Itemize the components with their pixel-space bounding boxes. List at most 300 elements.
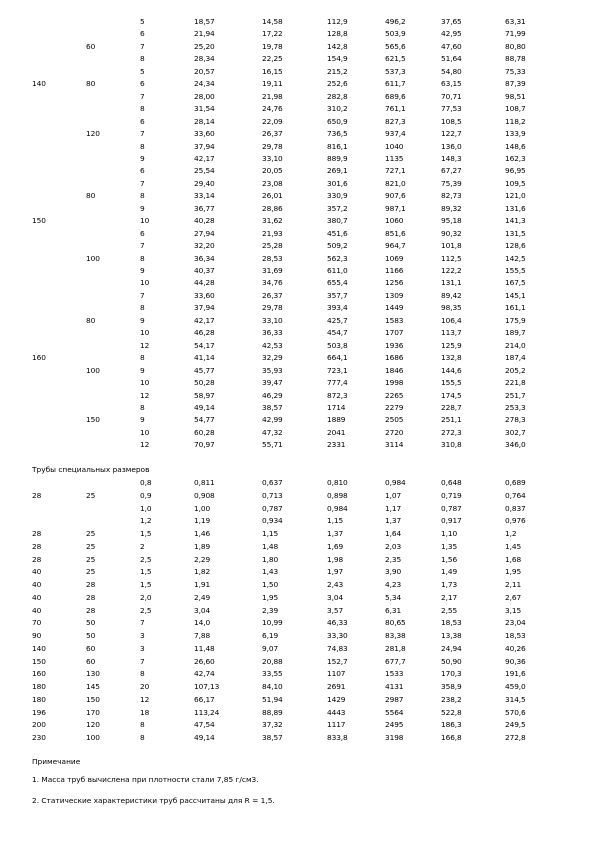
table-cell-col-b: 120 — [86, 720, 100, 730]
table-cell-col-wy: 314,5 — [505, 694, 526, 704]
table-cell-col-ix: 1,15 — [327, 516, 344, 526]
table-cell-col-mass: 0,934 — [262, 516, 283, 526]
table-cell-col-thickness: 9 — [140, 266, 145, 275]
table-cell-col-mass: 26,01 — [262, 191, 283, 201]
table-cell-col-mass: 9,07 — [262, 643, 279, 653]
table-cell-col-wy: 133,9 — [505, 129, 526, 139]
table-cell-col-iy: 2720 — [385, 427, 404, 437]
table-cell-col-area: 42,74 — [194, 669, 215, 679]
table-cell-col-thickness: 12 — [140, 340, 150, 350]
table-cell-col-thickness: 2,5 — [140, 605, 152, 615]
table-cell-col-mass: 25,28 — [262, 241, 283, 251]
table-cell-col-mass: 24,76 — [262, 104, 283, 114]
table-cell-col-b: 60 — [86, 656, 96, 666]
table-cell-col-ix: 128,8 — [327, 29, 348, 39]
table-cell-col-iy: 1256 — [385, 278, 404, 288]
table-cell-col-a: 140 — [32, 79, 46, 89]
table-cell-col-wy: 278,3 — [505, 415, 526, 425]
table-cell-col-ix: 425,7 — [327, 315, 348, 325]
table-cell-col-wy: 205,2 — [505, 365, 526, 375]
table-cell-col-ix: 310,2 — [327, 104, 348, 114]
table-cell-col-wy: 221,8 — [505, 378, 526, 388]
table-cell-col-ix: 142,8 — [327, 41, 348, 51]
table-cell-col-wy: 2,11 — [505, 580, 522, 589]
table-cell-col-mass: 1,15 — [262, 529, 279, 538]
table-cell-col-thickness: 8 — [140, 669, 145, 679]
table-cell-col-wy: 302,7 — [505, 427, 526, 437]
table-cell-col-mass: 33,10 — [262, 153, 283, 163]
table-cell-col-iy: 1060 — [385, 216, 404, 226]
table-cell-col-wx: 0,917 — [441, 516, 462, 526]
table-cell-col-ix: 1,37 — [327, 529, 344, 538]
table-cell-col-iy: 6,31 — [385, 605, 402, 615]
table-cell-col-wy: 162,3 — [505, 153, 526, 163]
table-cell-col-wy: 71,99 — [505, 29, 526, 39]
table-cell-col-mass: 0,713 — [262, 490, 283, 500]
table-cell-col-iy: 1936 — [385, 340, 404, 350]
table-cell-col-iy: 5,34 — [385, 592, 402, 602]
table-cell-col-b: 60 — [86, 41, 96, 51]
table-cell-col-area: 1,89 — [194, 541, 211, 551]
table-cell-col-ix: 252,6 — [327, 79, 348, 89]
table-cell-col-ix: 2041 — [327, 427, 346, 437]
table-cell-col-wy: 87,39 — [505, 79, 526, 89]
table-cell-col-iy: 80,65 — [385, 618, 406, 628]
table-cell-col-wx: 144,6 — [441, 365, 462, 375]
table-cell-col-iy: 565,6 — [385, 41, 406, 51]
table-cell-col-b: 100 — [86, 253, 100, 263]
table-cell-col-thickness: 1,5 — [140, 580, 152, 589]
table-cell-col-ix: 215,2 — [327, 66, 348, 76]
table-cell-col-mass: 28,53 — [262, 253, 283, 263]
table-cell-col-iy: 727,1 — [385, 166, 406, 176]
table-cell-col-area: 24,34 — [194, 79, 215, 89]
table-cell-col-mass: 31,62 — [262, 216, 283, 226]
table-cell-col-ix: 33,30 — [327, 631, 348, 640]
table-cell-col-thickness: 8 — [140, 54, 145, 64]
table-cell-col-wy: 108,7 — [505, 104, 526, 114]
table-cell-col-mass: 29,78 — [262, 141, 283, 151]
table-cell-col-b: 28 — [86, 605, 96, 615]
table-cell-col-area: 28,00 — [194, 91, 215, 101]
table-cell-col-wy: 75,33 — [505, 66, 526, 76]
table-cell-col-b: 28 — [86, 580, 96, 589]
table-cell-col-iy: 2495 — [385, 720, 404, 730]
table-cell-col-mass: 17,22 — [262, 29, 283, 39]
table-cell-col-wy: 0,837 — [505, 503, 526, 513]
table-cell-col-ix: 562,3 — [327, 253, 348, 263]
table-cell-col-a: 196 — [32, 707, 46, 717]
table-cell-col-a: 150 — [32, 216, 46, 226]
table-cell-col-wy: 148,6 — [505, 141, 526, 151]
table-cell-col-mass: 19,11 — [262, 79, 283, 89]
table-cell-col-wy: 161,1 — [505, 303, 526, 313]
table-cell-col-area: 2,49 — [194, 592, 211, 602]
table-cell-col-area: 49,14 — [194, 733, 215, 742]
table-cell-col-wx: 125,9 — [441, 340, 462, 350]
table-cell-col-iy: 1,07 — [385, 490, 402, 500]
table-cell-col-area: 40,28 — [194, 216, 215, 226]
table-cell-col-wy: 18,53 — [505, 631, 526, 640]
table-cell-col-area: 14,0 — [194, 618, 211, 628]
table-cell-col-area: 54,17 — [194, 340, 215, 350]
table-cell-col-area: 0,811 — [194, 478, 215, 487]
table-cell-col-area: 113,24 — [194, 707, 220, 717]
table-cell-col-area: 54,77 — [194, 415, 215, 425]
table-cell-col-iy: 677,7 — [385, 656, 406, 666]
table-cell-col-iy: 827,3 — [385, 116, 406, 126]
table-cell-col-mass: 21,98 — [262, 91, 283, 101]
table-cell-col-b: 25 — [86, 554, 96, 564]
table-cell-col-ix: 1,98 — [327, 554, 344, 564]
table-cell-col-thickness: 6 — [140, 79, 145, 89]
table-cell-col-thickness: 3 — [140, 631, 145, 640]
table-cell-col-b: 50 — [86, 631, 96, 640]
table-cell-col-wx: 0,648 — [441, 478, 462, 487]
table-cell-col-area: 1,19 — [194, 516, 211, 526]
table-cell-col-ix: 3,57 — [327, 605, 344, 615]
table-cell-col-mass: 38,57 — [262, 402, 283, 412]
table-cell-col-wy: 141,3 — [505, 216, 526, 226]
table-cell-col-area: 29,40 — [194, 178, 215, 188]
table-cell-col-iy: 3114 — [385, 440, 404, 450]
table-cell-col-ix: 1,97 — [327, 567, 344, 577]
table-cell-col-area: 2,29 — [194, 554, 211, 564]
table-cell-col-b: 130 — [86, 669, 100, 679]
table-cell-col-thickness: 2 — [140, 541, 145, 551]
table-cell-col-b: 150 — [86, 694, 100, 704]
table-cell-col-iy: 281,8 — [385, 643, 406, 653]
table-cell-col-mass: 16,15 — [262, 66, 283, 76]
table-cell-col-wy: 272,8 — [505, 733, 526, 742]
table-cell-col-thickness: 12 — [140, 694, 150, 704]
table-cell-col-ix: 451,6 — [327, 228, 348, 238]
table-cell-col-mass: 14,58 — [262, 17, 283, 26]
table-cell-col-iy: 4,23 — [385, 580, 402, 589]
table-cell-col-wx: 170,3 — [441, 669, 462, 679]
table-cell-col-ix: 380,7 — [327, 216, 348, 226]
table-cell-col-wy: 155,5 — [505, 266, 526, 275]
table-cell-col-iy: 83,38 — [385, 631, 406, 640]
table-cell-col-area: 33,14 — [194, 191, 215, 201]
table-cell-col-iy: 937,4 — [385, 129, 406, 139]
table-cell-col-wx: 13,38 — [441, 631, 462, 640]
table-cell-col-iy: 987,1 — [385, 203, 406, 213]
table-cell-col-ix: 1714 — [327, 402, 346, 412]
table-cell-col-iy: 5564 — [385, 707, 404, 717]
table-cell-col-mass: 42,99 — [262, 415, 283, 425]
table-cell-col-thickness: 6 — [140, 116, 145, 126]
table-cell-col-area: 25,54 — [194, 166, 215, 176]
table-cell-col-wx: 272,3 — [441, 427, 462, 437]
table-cell-col-thickness: 8 — [140, 104, 145, 114]
table-cell-col-b: 80 — [86, 79, 96, 89]
table-cell-col-mass: 2,39 — [262, 605, 279, 615]
table-cell-col-wx: 122,7 — [441, 129, 462, 139]
table-cell-col-a: 200 — [32, 720, 46, 730]
table-cell-col-ix: 736,5 — [327, 129, 348, 139]
table-cell-col-mass: 22,25 — [262, 54, 283, 64]
table-cell-col-iy: 2987 — [385, 694, 404, 704]
table-cell-col-wx: 95,18 — [441, 216, 462, 226]
table-cell-col-thickness: 9 — [140, 365, 145, 375]
table-cell-col-b: 25 — [86, 567, 96, 577]
table-cell-col-ix: 0,898 — [327, 490, 348, 500]
table-cell-col-ix: 74,83 — [327, 643, 348, 653]
note-line-2: 2. Статические характеристики труб рассчитаны для R = 1,5. — [32, 796, 275, 805]
table-cell-col-wx: 131,1 — [441, 278, 462, 288]
table-cell-col-iy: 503,9 — [385, 29, 406, 39]
table-cell-col-thickness: 10 — [140, 328, 150, 338]
table-cell-col-wx: 37,65 — [441, 17, 462, 26]
table-cell-col-mass: 6,19 — [262, 631, 279, 640]
table-cell-col-thickness: 2,0 — [140, 592, 152, 602]
table-cell-col-mass: 28,86 — [262, 203, 283, 213]
table-cell-col-mass: 38,57 — [262, 733, 283, 742]
table-cell-col-wy: 1,45 — [505, 541, 522, 551]
table-cell-col-thickness: 8 — [140, 353, 145, 363]
table-cell-col-area: 42,17 — [194, 153, 215, 163]
table-cell-col-thickness: 10 — [140, 378, 150, 388]
table-cell-col-mass: 46,29 — [262, 390, 283, 400]
table-cell-col-wx: 113,7 — [441, 328, 462, 338]
table-cell-col-area: 60,28 — [194, 427, 215, 437]
table-cell-col-thickness: 5 — [140, 17, 145, 26]
table-cell-col-wy: 189,7 — [505, 328, 526, 338]
table-cell-col-iy: 611,7 — [385, 79, 406, 89]
table-cell-col-thickness: 8 — [140, 141, 145, 151]
table-cell-col-thickness: 9 — [140, 415, 145, 425]
table-cell-col-thickness: 7 — [140, 129, 145, 139]
table-cell-col-wx: 132,8 — [441, 353, 462, 363]
table-cell-col-mass: 0,637 — [262, 478, 283, 487]
table-cell-col-wx: 90,32 — [441, 228, 462, 238]
table-cell-col-mass: 23,08 — [262, 178, 283, 188]
table-cell-col-wx: 122,2 — [441, 266, 462, 275]
table-cell-col-area: 36,34 — [194, 253, 215, 263]
table-cell-col-wy: 90,36 — [505, 656, 526, 666]
table-cell-col-area: 50,28 — [194, 378, 215, 388]
table-cell-col-iy: 689,6 — [385, 91, 406, 101]
table-cell-col-ix: 0,984 — [327, 503, 348, 513]
table-cell-col-thickness: 8 — [140, 191, 145, 201]
table-cell-col-wx: 155,5 — [441, 378, 462, 388]
table-cell-col-b: 60 — [86, 643, 96, 653]
table-cell-col-iy: 964,7 — [385, 241, 406, 251]
table-cell-col-b: 28 — [86, 592, 96, 602]
table-cell-col-ix: 816,1 — [327, 141, 348, 151]
table-cell-col-a: 28 — [32, 554, 42, 564]
table-cell-col-area: 70,97 — [194, 440, 215, 450]
table-cell-col-iy: 1583 — [385, 315, 404, 325]
table-cell-col-thickness: 1,0 — [140, 503, 152, 513]
table-cell-col-thickness: 12 — [140, 440, 150, 450]
table-cell-col-mass: 1,50 — [262, 580, 279, 589]
table-cell-col-mass: 10,99 — [262, 618, 283, 628]
table-cell-col-wy: 214,0 — [505, 340, 526, 350]
table-cell-col-wy: 167,5 — [505, 278, 526, 288]
table-cell-col-wx: 2,55 — [441, 605, 458, 615]
table-cell-col-area: 20,57 — [194, 66, 215, 76]
table-cell-col-area: 36,77 — [194, 203, 215, 213]
table-cell-col-iy: 761,1 — [385, 104, 406, 114]
table-cell-col-thickness: 8 — [140, 253, 145, 263]
table-cell-col-mass: 1,95 — [262, 592, 279, 602]
table-cell-col-wx: 75,39 — [441, 178, 462, 188]
table-cell-col-wy: 131,5 — [505, 228, 526, 238]
table-cell-col-wx: 2,17 — [441, 592, 458, 602]
table-cell-col-wy: 253,3 — [505, 402, 526, 412]
table-cell-col-thickness: 2,5 — [140, 554, 152, 564]
table-cell-col-thickness: 8 — [140, 720, 145, 730]
table-cell-col-wy: 96,95 — [505, 166, 526, 176]
table-cell-col-wy: 0,764 — [505, 490, 526, 500]
table-cell-col-area: 25,20 — [194, 41, 215, 51]
table-cell-col-mass: 0,787 — [262, 503, 283, 513]
table-cell-col-area: 37,94 — [194, 303, 215, 313]
table-cell-col-a: 180 — [32, 682, 46, 691]
table-cell-col-wx: 0,719 — [441, 490, 462, 500]
table-cell-col-area: 33,60 — [194, 129, 215, 139]
table-cell-col-wy: 3,15 — [505, 605, 522, 615]
table-cell-col-iy: 1,64 — [385, 529, 402, 538]
table-cell-col-wx: 24,94 — [441, 643, 462, 653]
table-cell-col-wy: 109,5 — [505, 178, 526, 188]
table-cell-col-area: 3,04 — [194, 605, 211, 615]
table-cell-col-a: 28 — [32, 541, 42, 551]
table-cell-col-wx: 1,49 — [441, 567, 458, 577]
table-cell-col-ix: 889,9 — [327, 153, 348, 163]
table-cell-col-wy: 1,2 — [505, 529, 517, 538]
table-cell-col-ix: 357,7 — [327, 290, 348, 300]
table-cell-col-thickness: 6 — [140, 29, 145, 39]
table-cell-col-b: 25 — [86, 490, 96, 500]
table-cell-col-b: 150 — [86, 415, 100, 425]
table-cell-col-mass: 37,32 — [262, 720, 283, 730]
table-cell-col-area: 44,28 — [194, 278, 215, 288]
table-cell-col-thickness: 9 — [140, 315, 145, 325]
table-cell-col-thickness: 3 — [140, 643, 145, 653]
table-cell-col-wx: 112,5 — [441, 253, 462, 263]
table-cell-col-mass: 36,33 — [262, 328, 283, 338]
table-cell-col-mass: 1,48 — [262, 541, 279, 551]
table-cell-col-iy: 537,3 — [385, 66, 406, 76]
table-cell-col-thickness: 7 — [140, 241, 145, 251]
table-cell-col-ix: 611,0 — [327, 266, 348, 275]
table-cell-col-mass: 33,55 — [262, 669, 283, 679]
table-cell-col-ix: 509,2 — [327, 241, 348, 251]
table-cell-col-thickness: 10 — [140, 216, 150, 226]
table-cell-col-b: 80 — [86, 191, 96, 201]
table-cell-col-mass: 31,69 — [262, 266, 283, 275]
table-cell-col-wx: 42,95 — [441, 29, 462, 39]
table-cell-col-thickness: 1,5 — [140, 529, 152, 538]
table-cell-col-iy: 1533 — [385, 669, 404, 679]
table-cell-col-thickness: 0,9 — [140, 490, 152, 500]
table-cell-col-ix: 269,1 — [327, 166, 348, 176]
table-cell-col-ix: 503,8 — [327, 340, 348, 350]
table-cell-col-wy: 0,976 — [505, 516, 526, 526]
note-line-1: 1. Масса труб вычислена при плотности стали 7,85 г/см3. — [32, 775, 259, 784]
table-cell-col-ix: 0,810 — [327, 478, 348, 487]
table-cell-col-ix: 1107 — [327, 669, 346, 679]
table-cell-col-iy: 2,03 — [385, 541, 402, 551]
table-cell-col-iy: 1069 — [385, 253, 404, 263]
table-cell-col-thickness: 7 — [140, 41, 145, 51]
table-cell-col-area: 33,60 — [194, 290, 215, 300]
table-cell-col-iy: 2265 — [385, 390, 404, 400]
table-cell-col-iy: 1166 — [385, 266, 404, 275]
table-cell-col-ix: 2691 — [327, 682, 346, 691]
table-cell-col-iy: 3,90 — [385, 567, 402, 577]
table-cell-col-wx: 47,60 — [441, 41, 462, 51]
table-cell-col-mass: 39,47 — [262, 378, 283, 388]
table-cell-col-iy: 1686 — [385, 353, 404, 363]
table-cell-col-a: 40 — [32, 605, 42, 615]
table-cell-col-area: 1,46 — [194, 529, 211, 538]
table-cell-col-mass: 88,89 — [262, 707, 283, 717]
table-cell-col-area: 46,28 — [194, 328, 215, 338]
table-cell-col-area: 21,94 — [194, 29, 215, 39]
table-cell-col-mass: 20,05 — [262, 166, 283, 176]
table-cell-col-area: 47,54 — [194, 720, 215, 730]
table-cell-col-a: 160 — [32, 669, 46, 679]
table-cell-col-thickness: 20 — [140, 682, 150, 691]
table-cell-col-iy: 1846 — [385, 365, 404, 375]
table-cell-col-wx: 77,53 — [441, 104, 462, 114]
table-cell-col-a: 140 — [32, 643, 46, 653]
table-cell-col-iy: 907,6 — [385, 191, 406, 201]
table-cell-col-area: 66,17 — [194, 694, 215, 704]
table-cell-col-wy: 0,689 — [505, 478, 526, 487]
table-cell-col-ix: 4443 — [327, 707, 346, 717]
table-cell-col-area: 0,908 — [194, 490, 215, 500]
table-cell-col-ix: 393,4 — [327, 303, 348, 313]
table-cell-col-mass: 84,10 — [262, 682, 283, 691]
table-cell-col-area: 49,14 — [194, 402, 215, 412]
table-cell-col-wx: 51,64 — [441, 54, 462, 64]
table-cell-col-thickness: 7 — [140, 290, 145, 300]
table-cell-col-wy: 187,4 — [505, 353, 526, 363]
table-cell-col-b: 120 — [86, 129, 100, 139]
table-cell-col-iy: 2279 — [385, 402, 404, 412]
table-cell-col-ix: 454,7 — [327, 328, 348, 338]
table-cell-col-thickness: 5 — [140, 66, 145, 76]
table-cell-col-wx: 82,73 — [441, 191, 462, 201]
table-cell-col-wx: 70,71 — [441, 91, 462, 101]
table-cell-col-a: 40 — [32, 592, 42, 602]
table-cell-col-b: 80 — [86, 315, 96, 325]
table-cell-col-wy: 121,0 — [505, 191, 526, 201]
table-cell-col-a: 230 — [32, 733, 46, 742]
table-cell-col-wy: 63,31 — [505, 17, 526, 26]
table-cell-col-mass: 26,37 — [262, 290, 283, 300]
table-cell-col-iy: 4131 — [385, 682, 404, 691]
table-cell-col-wx: 18,53 — [441, 618, 462, 628]
table-cell-col-b: 100 — [86, 365, 100, 375]
table-cell-col-wy: 23,04 — [505, 618, 526, 628]
table-cell-col-area: 27,94 — [194, 228, 215, 238]
table-cell-col-wx: 89,42 — [441, 290, 462, 300]
table-cell-col-ix: 3,04 — [327, 592, 344, 602]
table-cell-col-ix: 833,8 — [327, 733, 348, 742]
table-cell-col-wx: 238,2 — [441, 694, 462, 704]
table-cell-col-wy: 249,5 — [505, 720, 526, 730]
table-cell-col-wx: 0,787 — [441, 503, 462, 513]
table-cell-col-area: 18,57 — [194, 17, 215, 26]
table-cell-col-mass: 42,53 — [262, 340, 283, 350]
table-cell-col-b: 25 — [86, 529, 96, 538]
